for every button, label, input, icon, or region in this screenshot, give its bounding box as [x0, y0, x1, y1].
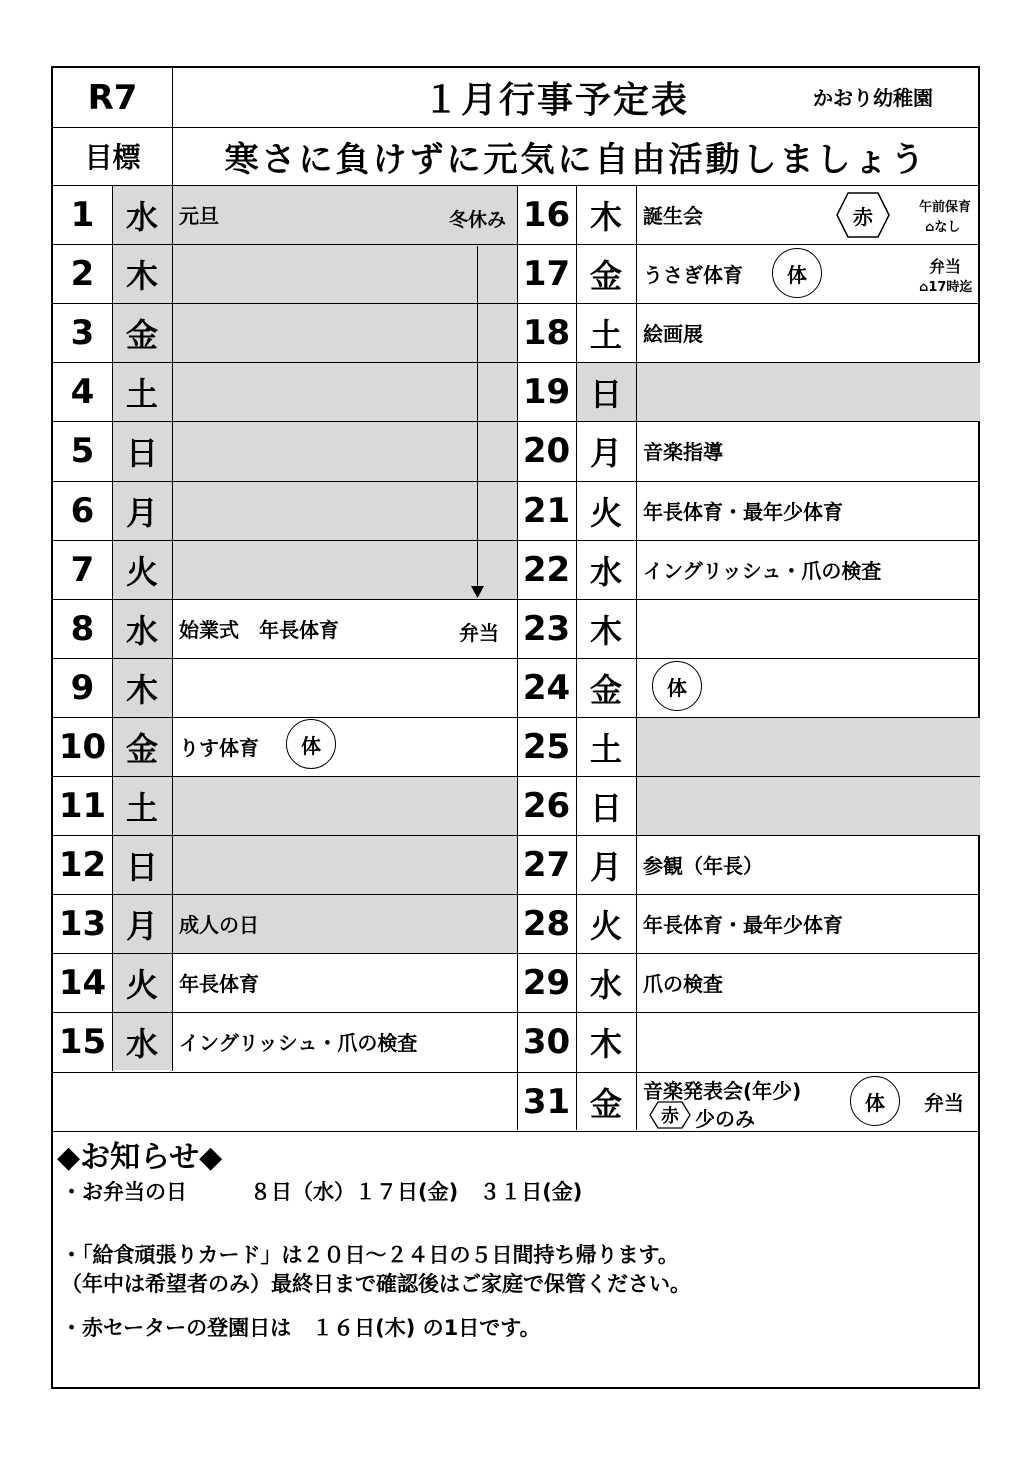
day-number: 3	[70, 312, 95, 353]
day-number: 17	[522, 253, 571, 294]
taiiku-mark-24: 体	[652, 661, 702, 711]
day-of-week: 火	[125, 552, 158, 591]
event-text: 絵画展	[643, 322, 703, 346]
day-of-week: 水	[125, 611, 158, 650]
day-of-week: 木	[125, 256, 158, 295]
day-number: 20	[522, 430, 571, 471]
day-number: 23	[522, 608, 571, 649]
day-number: 21	[522, 490, 571, 531]
winter-break-label: 冬休み	[449, 209, 507, 231]
bento-mark-17: 弁当	[929, 257, 962, 276]
day-number: 27	[522, 844, 571, 885]
taiiku-mark-10: 体	[286, 719, 336, 769]
day-of-week: 土	[589, 729, 622, 768]
schedule-sheet	[51, 66, 980, 1389]
day-of-week: 水	[125, 1024, 158, 1063]
day-number: 7	[70, 549, 95, 590]
day-number: 29	[522, 962, 571, 1003]
day-number: 11	[58, 785, 107, 826]
day-of-week: 日	[589, 788, 622, 827]
day-number: 16	[522, 194, 571, 235]
day-of-week: 火	[125, 965, 158, 1004]
day-of-week: 木	[589, 197, 622, 236]
bento-mark-8: 弁当	[459, 621, 499, 645]
day-number: 10	[58, 726, 107, 767]
day-number: 24	[522, 667, 571, 708]
header-vline	[172, 68, 173, 185]
taiiku-mark-31: 体	[850, 1076, 900, 1126]
day-of-week: 木	[589, 1024, 622, 1063]
kindergarten-name: かおり幼稚園	[813, 86, 933, 110]
day-number: 22	[522, 549, 571, 590]
event-text: 年長体育・最年少体育	[643, 500, 843, 524]
event-text: イングリッシュ・爪の検査	[179, 1031, 418, 1055]
event-text: 音楽指導	[643, 440, 723, 464]
day-of-week: 金	[125, 315, 158, 354]
day-number: 4	[70, 371, 95, 412]
day-of-week: 日	[125, 433, 158, 472]
event-text: 年長体育・最年少体育	[643, 913, 843, 937]
house-icon: ⌂	[925, 220, 935, 235]
day-of-week: 土	[589, 315, 622, 354]
day-number: 30	[522, 1021, 571, 1062]
day-number: 13	[58, 903, 107, 944]
day-number: 19	[522, 371, 571, 412]
day-of-week: 火	[589, 493, 622, 532]
day-of-week: 月	[125, 493, 158, 532]
event-text: うさぎ体育	[643, 263, 743, 287]
day-of-week: 土	[125, 374, 158, 413]
aka-label: 赤	[853, 204, 873, 229]
day-number: 28	[522, 903, 571, 944]
day-number: 2	[70, 253, 95, 294]
day-number: 5	[70, 430, 95, 471]
day-of-week: 日	[589, 374, 622, 413]
event-text: 成人の日	[179, 913, 259, 937]
aka-mark-16	[836, 192, 890, 238]
bus-none-label	[925, 216, 960, 235]
event-text: 始業式 年長体育	[179, 618, 339, 642]
day-number: 8	[70, 608, 95, 649]
day-number: 12	[58, 844, 107, 885]
day-number: 15	[58, 1021, 107, 1062]
day-of-week: 金	[589, 1084, 622, 1123]
day-of-week: 金	[125, 729, 158, 768]
day-of-week: 月	[125, 906, 158, 945]
day-number: 31	[522, 1081, 571, 1122]
page-title: １月行事予定表	[423, 80, 690, 121]
bus-17-text: 17時迄	[928, 280, 973, 295]
day-number: 6	[70, 490, 95, 531]
aka-label: 赤	[661, 1106, 679, 1127]
day-of-week: 金	[589, 256, 622, 295]
right-dow-vline	[636, 185, 637, 1130]
taiiku-mark-17: 体	[772, 248, 822, 298]
day-of-week: 水	[589, 552, 622, 591]
day-of-week: 木	[589, 611, 622, 650]
winter-break-arrow-line	[477, 246, 478, 590]
event-text: イングリッシュ・爪の検査	[643, 559, 882, 583]
day-of-week: 日	[125, 847, 158, 886]
left-dow-vline	[172, 185, 173, 1071]
day-of-week: 火	[589, 906, 622, 945]
day-of-week: 月	[589, 433, 622, 472]
header-divider	[53, 127, 980, 128]
event-text: 音楽発表会(年少)	[643, 1078, 802, 1103]
day-number: 1	[70, 194, 95, 235]
notice-line-2: ・「給食頑張りカード」は２０日～２４日の５日間持ち帰ります。	[61, 1243, 679, 1267]
winter-break-shade	[172, 185, 517, 599]
bus-17-label	[919, 276, 972, 295]
morning-care-label: 午前保育	[919, 200, 972, 215]
notice-line-3: （年中は希望者のみ）最終日まで確認後はご家庭で保管ください。	[61, 1272, 691, 1296]
aka-only-label: 少のみ	[695, 1107, 755, 1131]
event-text: 参観（年長）	[643, 854, 763, 878]
day-number: 25	[522, 726, 571, 767]
day-of-week: 月	[589, 847, 622, 886]
day-number: 18	[522, 312, 571, 353]
house-icon: ⌂	[919, 280, 929, 295]
goal-label: 目標	[84, 141, 141, 174]
bento-mark-31: 弁当	[924, 1091, 964, 1115]
aka-mark-31	[649, 1101, 691, 1129]
event-text: 爪の検査	[643, 972, 723, 996]
day-of-week: 金	[589, 670, 622, 709]
event-text: 誕生会	[643, 204, 703, 228]
goal-text: 寒さに負けずに元気に自由活動しましょう	[224, 139, 928, 180]
notice-line-4: ・赤セーターの登園日は １６日(木) の1日です。	[61, 1316, 541, 1340]
day-of-week: 土	[125, 788, 158, 827]
day-number: 14	[58, 962, 107, 1003]
notice-line-1: ・お弁当の日 ８日（水）１７日(金) ３１日(金)	[61, 1180, 583, 1204]
day-of-week: 水	[125, 197, 158, 236]
event-text: りす体育	[179, 736, 259, 760]
notice-heading: ◆お知らせ◆	[57, 1140, 223, 1175]
winter-break-arrowhead	[471, 586, 484, 598]
event-text: 元旦	[179, 204, 219, 228]
day-number: 9	[70, 667, 95, 708]
day-number: 26	[522, 785, 571, 826]
event-text: 年長体育	[179, 972, 259, 996]
bus-none-text: なし	[934, 220, 961, 235]
year-label: R7	[87, 77, 138, 118]
day-of-week: 木	[125, 670, 158, 709]
day-of-week: 水	[589, 965, 622, 1004]
event-shade-19	[636, 362, 980, 421]
